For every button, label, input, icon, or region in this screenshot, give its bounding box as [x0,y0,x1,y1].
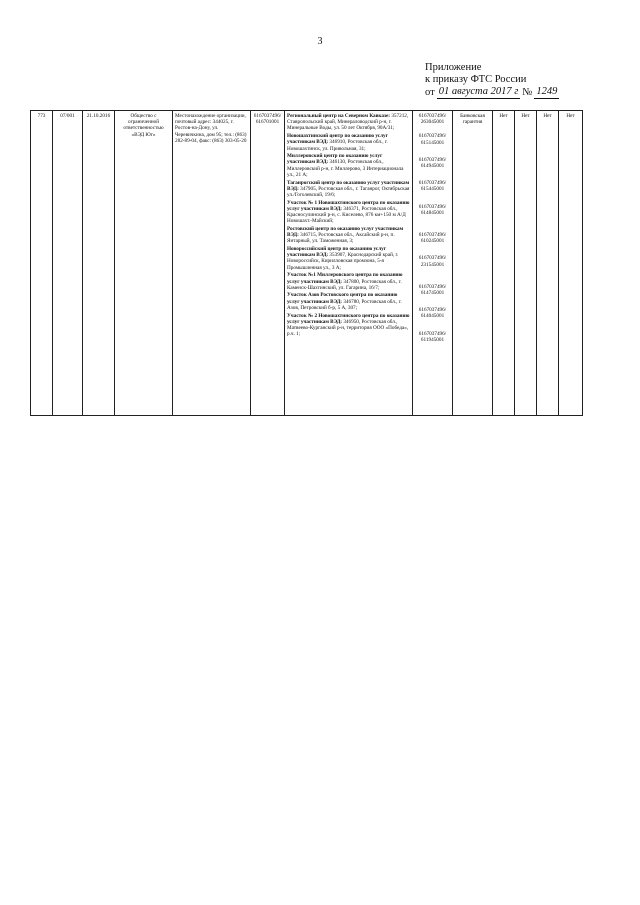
annex-number: 1249 [536,86,558,97]
branch-entry: Новошахтинский центр по оказанию услуг участникам ВЭД: 346910, Ростовская обл., г. Новошахтинск, ул. Привольная, 31; [287,133,388,152]
annex-date: 01 августа 2017 г [438,86,519,97]
annex-number-label: № [522,87,533,98]
branch-entry: Участок № 2 Новошахтинского центра по оказанию услуг участникам ВЭД: 346950, Ростовская обл., Матвеево-Курганский р-н, территория ООО «Победа», р.ч. 1; [287,312,410,338]
branch-entry: Региональный центр на Северном Кавказе: 357212, Ставропольский край, Минераловодский р-н, г. Минеральные Воды, ул. 50 лет Октября, 90А/31; [287,113,409,132]
bank-guarantee: Банковская гарантия [453,111,493,416]
page-number: 3 [317,36,323,47]
row-number: 773 [31,111,53,416]
register-table [30,110,583,416]
branch-code: 6167037496/ 615145001 [418,133,447,146]
flag-4: Нет [559,111,583,416]
annex-title: Приложение [425,62,482,73]
branch-entry: Новороссийский центр по оказанию услуг участникам ВЭД: 353907, Краснодарский край, г. Новороссийск, Кирилловская промзона, 5-я Промышленная ул., 3 А; [287,246,399,271]
branch-entry: Участок №1 Миллеровского центра по оказанию услуг участникам ВЭД: 347800, Ростовская обл., г. Каменск-Шахтинский, ул. Гагарина, 16/7; [287,272,403,291]
branch-entry: Участок № 1 Новошахтинского центра по оказанию услуг участникам ВЭД: 346371, Ростовская обл., Красносулинский р-н, с. Киселево, 876 км+150 м А/Д Новошахт.-Майский; [287,199,410,225]
annex-header [425,62,559,99]
branch-code: 6167037496/ 263045001 [418,113,447,126]
organization-address: Местонахождение организации, почтовый адрес: 344025, г. Ростов-на-Дону, ул. Черевичкина, дом 95; тел.: (863) 282-89-04, факс: (863) 303-05-20 [173,111,251,416]
branches-cell [285,111,413,416]
flag-3: Нет [537,111,559,416]
branch-codes-cell [413,111,453,416]
annex-date-line [425,86,559,99]
branch-code: 6167037496/ 614845001 [418,203,447,216]
table-row [31,111,583,416]
branch-entry: Миллеровский центр по оказанию услуг участникам ВЭД: 346130, Ростовская обл., Миллеровский р-н, г. Миллерово, 3 Интернационала ул., 21 А; [287,153,404,178]
branch-entry: Таганрогский центр по оказанию услуг участникам ВЭД: 347905, Ростовская обл., г. Таганрог, Октябрьская ул./Гоголевский, 19/6; [287,179,410,198]
branch-code: 6167037496/ 614745001 [418,283,447,297]
branch-code: 6167037496/ 610245001 [418,232,447,245]
branch-code: 6167037496/ 231545001 [418,255,447,268]
registration-number: 07/001 [53,111,83,416]
organization-name: Общество с ограниченной ответственностью «ВЭД Юг» [115,111,173,416]
branch-entry: Ростовский центр по оказанию услуг участникам ВЭД: 346715, Ростовская обл., Аксайский р-н, п. Янтарный, ул. Таможенная, 3; [287,225,404,245]
registration-date: 21.10.2016 [83,111,115,416]
annex-order-ref: к приказу ФТС России [425,74,527,85]
branch-code: 6167037496/ 614945001 [418,156,447,170]
flag-2: Нет [515,111,537,416]
branch-code: 6167037496/ 611945001 [418,330,447,343]
flag-1: Нет [493,111,515,416]
inn-kpp: 6167037496/ 616701001 [251,111,285,416]
branch-code: 6167037496/ 615445001 [418,180,447,193]
branch-code: 6167037496/ 614045001 [418,307,447,320]
annex-from-label: от [425,87,435,98]
branch-entry: Участок Азов Ростовского центра по оказанию услуг участникам ВЭД: 346780, Ростовская обл., г. Азов, Петровский б-р, 5 А, 307; [287,292,402,311]
